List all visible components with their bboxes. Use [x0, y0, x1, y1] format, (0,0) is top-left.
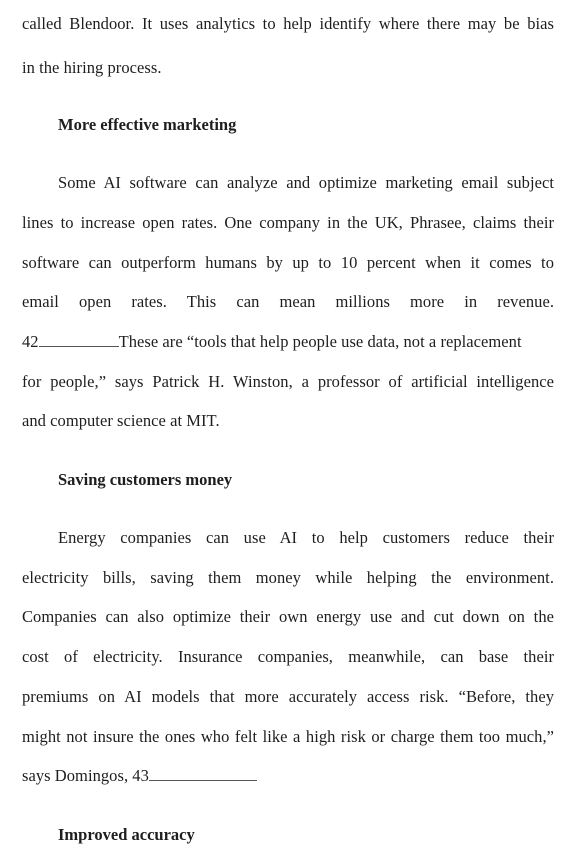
paragraph-line: email open rates. This can mean millions more in revenue. [22, 292, 554, 311]
section-heading-marketing: More effective marketing [58, 115, 237, 134]
blank-number-42: 42 [22, 332, 39, 351]
paragraph-line: Companies can also optimize their own energy use and cut down on the [22, 607, 554, 626]
paragraph-text: These are “tools that help people use data, not a replacement [118, 332, 522, 351]
paragraph-line-with-blank-43 [22, 766, 554, 786]
paragraph-line: and computer science at MIT. [22, 411, 220, 430]
paragraph-line: Energy companies can use AI to help customers reduce their [58, 528, 554, 547]
blank-number-43: 43 [132, 766, 149, 785]
section-heading-saving: Saving customers money [58, 470, 233, 489]
paragraph-line: electricity bills, saving them money while helping the environment. [22, 568, 554, 587]
paragraph-line: for people,” says Patrick H. Winston, a professor of artificial intelligence [22, 372, 554, 391]
paragraph-line: lines to increase open rates. One company in the UK, Phrasee, claims their [22, 213, 554, 232]
paragraph-text: says Domingos, [22, 766, 133, 785]
paragraph-line: software can outperform humans by up to 10 percent when it comes to [22, 253, 554, 272]
answer-blank-42[interactable] [39, 332, 119, 347]
paragraph-line: premiums on AI models that more accurately access risk. “Before, they [22, 687, 554, 706]
paragraph-line: might not insure the ones who felt like a high risk or charge them too much,” [22, 727, 554, 746]
paragraph-line: in the hiring process. [22, 58, 162, 77]
answer-blank-43[interactable] [149, 766, 257, 781]
paragraph-line-with-blank-42 [22, 332, 554, 352]
paragraph-line: Some AI software can analyze and optimize marketing email subject [58, 173, 554, 192]
paragraph-line: cost of electricity. Insurance companies, meanwhile, can base their [22, 647, 554, 666]
paragraph-line: called Blendoor. It uses analytics to help identify where there may be bias [22, 14, 554, 33]
section-heading-accuracy: Improved accuracy [58, 825, 195, 844]
